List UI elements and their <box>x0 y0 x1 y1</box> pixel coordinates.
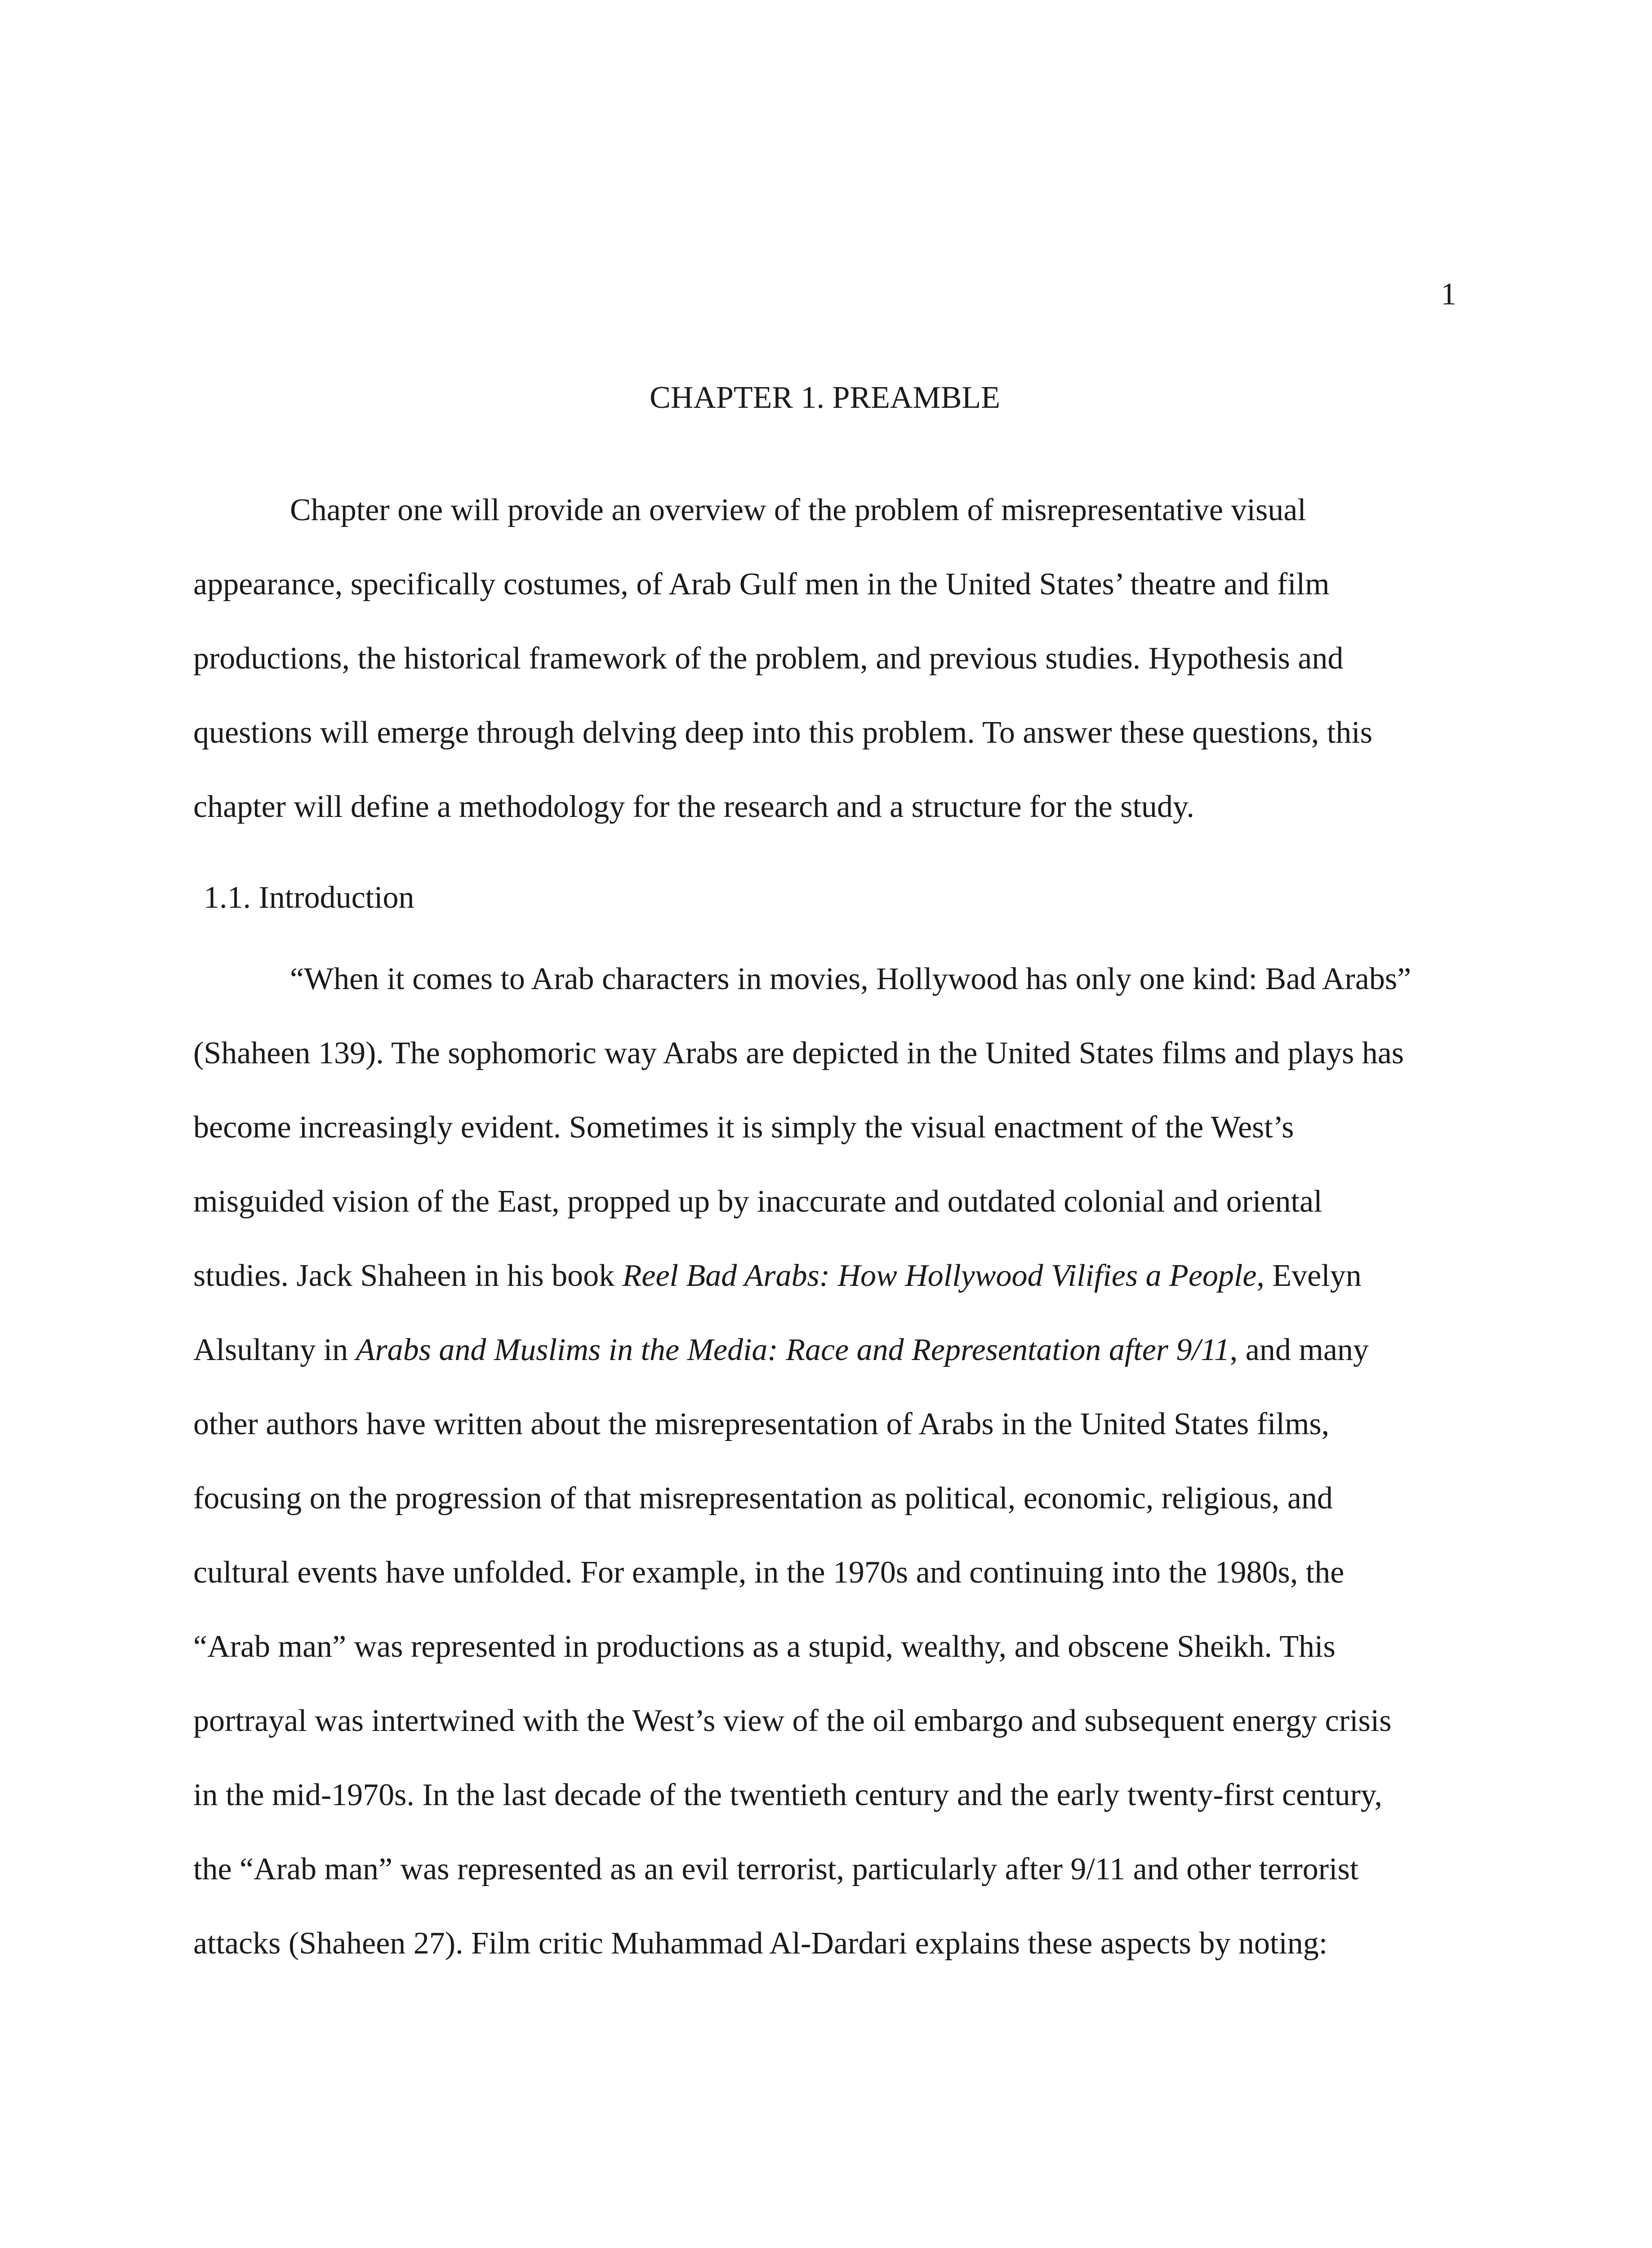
text-line: productions, the historical framework of the problem, and previous studies. Hypothesis and <box>193 641 1344 676</box>
text-line: the “Arab man” was represented as an evil terrorist, particularly after 9/11 and other terrorist <box>193 1852 1359 1887</box>
text-segment: , and many <box>1229 1333 1369 1367</box>
introduction-paragraph <box>193 942 1456 1980</box>
text-line: Chapter one will provide an overview of the problem of misrepresentative visual <box>290 493 1306 527</box>
text-line: (Shaheen 139). The sophomoric way Arabs are depicted in the United States films and plays has <box>193 1036 1404 1070</box>
text-line: other authors have written about the misrepresentation of Arabs in the United States films, <box>193 1407 1330 1441</box>
text-line: focusing on the progression of that misrepresentation as political, economic, religious, and <box>193 1481 1333 1516</box>
text-segment: , Evelyn <box>1256 1258 1362 1293</box>
text-line: “Arab man” was represented in productions as a stupid, wealthy, and obscene Sheikh. This <box>193 1629 1336 1664</box>
text-line <box>193 1239 1456 1313</box>
chapter-title: CHAPTER 1. PREAMBLE <box>650 380 1000 415</box>
text-line <box>193 1313 1456 1387</box>
text-line: become increasingly evident. Sometimes it is simply the visual enactment of the West’s <box>193 1110 1294 1145</box>
text-line: chapter will define a methodology for the research and a structure for the study. <box>193 789 1194 824</box>
text-segment: Alsultany in <box>193 1333 356 1367</box>
text-line: attacks (Shaheen 27). Film critic Muhammad Al-Dardari explains these aspects by noting: <box>193 1926 1328 1961</box>
page-number: 1 <box>1441 277 1456 312</box>
text-segment: studies. Jack Shaheen in his book <box>193 1258 623 1293</box>
text-line: questions will emerge through delving deep into this problem. To answer these questions, this <box>193 715 1372 750</box>
text-line: appearance, specifically costumes, of Arab Gulf men in the United States’ theatre and film <box>193 567 1330 602</box>
text-line: in the mid-1970s. In the last decade of the twentieth century and the early twenty-first century, <box>193 1778 1382 1812</box>
text-line: misguided vision of the East, propped up by inaccurate and outdated colonial and oriental <box>193 1184 1322 1219</box>
overview-paragraph <box>193 473 1456 844</box>
text-line: “When it comes to Arab characters in movies, Hollywood has only one kind: Bad Arabs” <box>290 962 1412 996</box>
text-line: cultural events have unfolded. For example, in the 1970s and continuing into the 1980s, the <box>193 1555 1345 1590</box>
text-line: portrayal was intertwined with the West’s view of the oil embargo and subsequent energy crisis <box>193 1704 1392 1738</box>
section-heading: 1.1. Introduction <box>204 880 414 915</box>
book-title-arabs-and-muslims: Arabs and Muslims in the Media: Race and Representation after 9/11 <box>356 1333 1230 1367</box>
book-title-reel-bad-arabs: Reel Bad Arabs: How Hollywood Vilifies a People <box>622 1258 1257 1293</box>
